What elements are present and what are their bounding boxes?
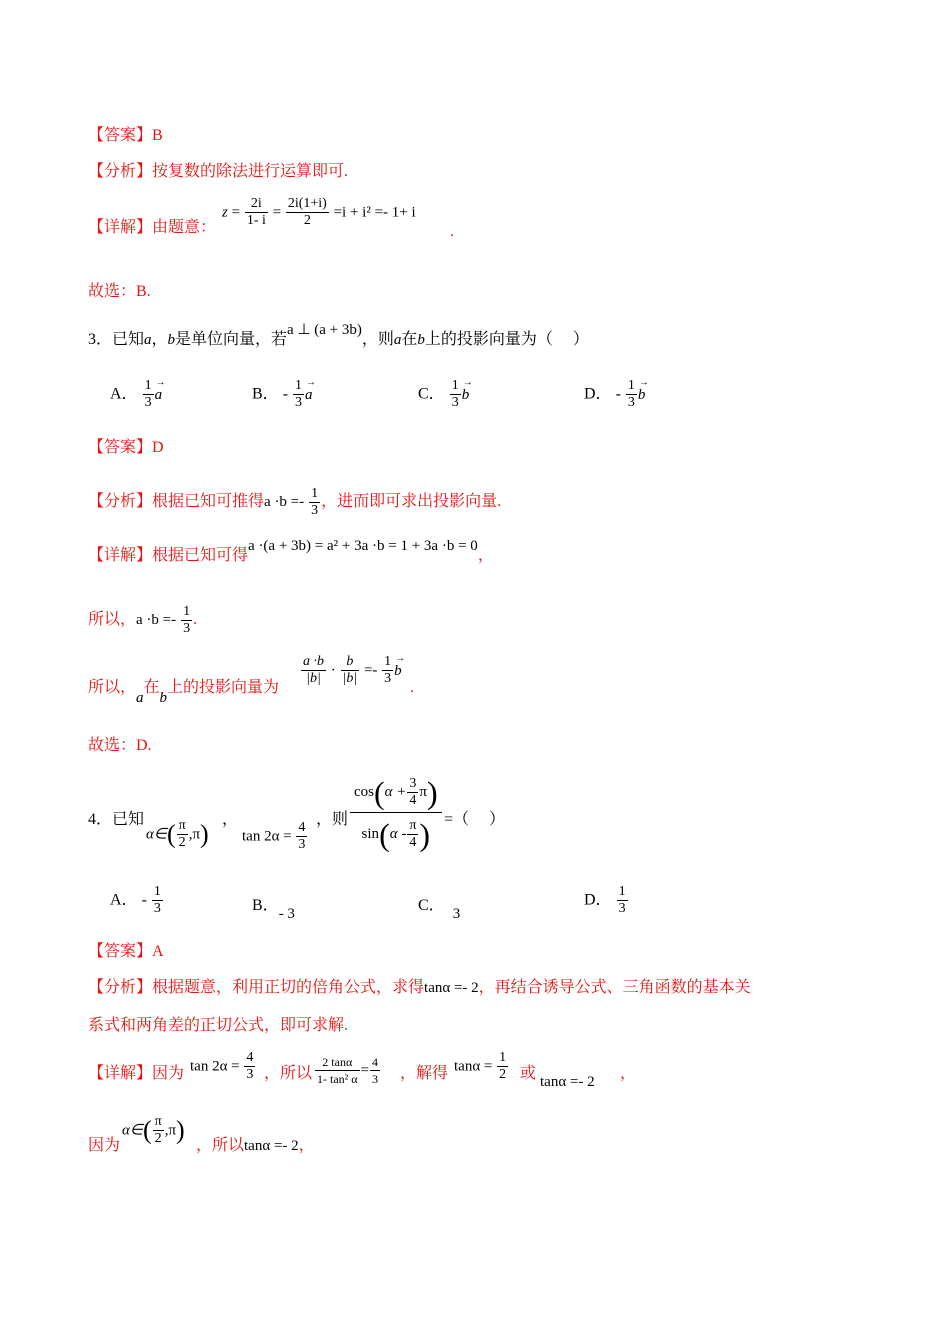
- big-frac-num: cos(α + $\frac{3}{4}$ π): [354, 774, 438, 811]
- frac-num: 4: [246, 1050, 254, 1065]
- frac-den: 3: [246, 1067, 254, 1082]
- frac-den: 3: [183, 621, 191, 636]
- option-label: B．: [252, 897, 279, 914]
- q4-detail-line2-because: 因为: [88, 1137, 121, 1154]
- option-label: D．: [584, 891, 612, 909]
- stem-end: 上的投影向量为（ ）: [424, 331, 589, 348]
- den-inner: α -: [389, 826, 407, 842]
- frac-num: π: [409, 818, 417, 834]
- q4-detail-line2-rest: [196, 1136, 315, 1156]
- q4-option-c[interactable]: [418, 896, 461, 922]
- proj-fraction-2: [341, 654, 360, 687]
- num-inner: α +: [384, 784, 407, 800]
- q3-so1: [88, 604, 197, 637]
- q2-formula: [222, 196, 416, 229]
- eq-sign: =-: [363, 662, 378, 679]
- frac-den: 3: [384, 671, 392, 686]
- analysis-text: 按复数的除法进行运算即可.: [152, 163, 349, 180]
- paren-open: (: [166, 819, 176, 849]
- option-label: A．: [110, 891, 138, 909]
- sin-text: sin: [361, 826, 380, 842]
- frac-den: 2: [153, 1130, 164, 1147]
- pi-fraction: [153, 1114, 164, 1147]
- frac-den: 1- tan² α: [317, 1072, 358, 1086]
- q3-analysis: [88, 486, 501, 519]
- analysis-fraction: [309, 486, 320, 519]
- paren-close: ): [200, 819, 209, 849]
- so-label: 所以，: [88, 611, 137, 629]
- option-fraction: [152, 884, 163, 917]
- frac-num: 3: [409, 776, 417, 792]
- because-text: 因为: [152, 1065, 185, 1082]
- dot-sign: ·: [330, 662, 336, 679]
- pi-text: π: [419, 784, 427, 800]
- frac-den: 4: [409, 793, 417, 809]
- detail-math: a ·(a + 3b) = a² + 3a ·b = 1 + 3a ·b = 0: [248, 538, 478, 554]
- frac-den: 3: [618, 901, 626, 916]
- line-end: ，: [298, 1137, 315, 1154]
- option-fraction: [450, 378, 461, 411]
- q4-detail-formula-2: [314, 1054, 381, 1087]
- frac-den: 1- i: [246, 213, 266, 228]
- pi-tail: ,π: [164, 1122, 177, 1139]
- frac-den: 2: [499, 1067, 507, 1082]
- option-label: D．: [584, 385, 612, 403]
- paren-open: (: [142, 1115, 152, 1145]
- option-sign: -: [615, 385, 621, 403]
- big-frac-den: sin(α - $\frac{\pi}{4}$ ): [350, 812, 442, 855]
- so2-on: 在: [143, 679, 160, 696]
- frac-num: b: [346, 654, 354, 669]
- option-vector: → a: [305, 385, 313, 405]
- q4-comma: ，: [222, 811, 239, 828]
- q3-option-a[interactable]: [110, 378, 162, 411]
- frac-num: 4: [372, 1055, 379, 1069]
- q3-answer: 【答案】D: [88, 439, 164, 456]
- q2-choice: 故选：B.: [88, 283, 151, 300]
- frac-num: 1: [311, 486, 319, 501]
- analysis-tail: ，进而即可求出投影向量.: [321, 493, 502, 511]
- frac-den: 3: [153, 901, 161, 916]
- q4-detail-formula-3: [454, 1050, 509, 1083]
- so-label: 所以，: [88, 679, 137, 696]
- analysis-text-a: 根据题意，利用正切的倍角公式，求得: [152, 979, 425, 996]
- option-vector: → b: [462, 385, 470, 405]
- frac-num: 2i: [250, 196, 262, 211]
- frac-den: 3: [627, 395, 635, 410]
- q4-option-b[interactable]: [252, 896, 295, 922]
- pi-tail: ,π: [188, 826, 201, 843]
- q4-detail-end: ，: [620, 1065, 637, 1082]
- q3-stem: [88, 322, 589, 350]
- frac-den: 3: [451, 395, 459, 410]
- frac-num: 1: [384, 654, 392, 669]
- q4-option-d[interactable]: [584, 884, 629, 917]
- frac-den: 3: [298, 837, 306, 852]
- detail-tag: 【详解】: [88, 1065, 153, 1082]
- detail-tag: 【详解】: [88, 219, 153, 236]
- tana-math: tanα =- 2: [244, 1138, 299, 1154]
- analysis-math: tanα =- 2: [424, 980, 479, 996]
- frac-den: 3: [144, 395, 152, 410]
- frac-num: 1: [499, 1050, 507, 1065]
- proj-fraction-3: [382, 654, 393, 687]
- q4-detail-formula-1: [190, 1050, 256, 1083]
- option-fraction: [143, 378, 154, 411]
- frac-num: π: [154, 1114, 162, 1129]
- frac-num: 1: [153, 884, 161, 899]
- var-b: b: [159, 690, 168, 706]
- q3-so2: [88, 678, 280, 706]
- q3-projection-formula: [300, 654, 402, 687]
- so1-math: a ·b =-: [136, 612, 177, 629]
- q4-stem-end: =（ ）: [444, 811, 506, 828]
- frac-num: π: [178, 818, 186, 833]
- option-fraction: [626, 378, 637, 411]
- var-z: z: [222, 204, 228, 221]
- var-b: b: [417, 332, 425, 348]
- so-text: ，所以: [196, 1137, 245, 1154]
- option-value: - 3: [278, 906, 295, 922]
- q2-analysis: [88, 162, 348, 182]
- q4-alpha-range: [146, 818, 209, 851]
- frac-num: 1: [618, 884, 626, 899]
- paren-close: ): [176, 1115, 185, 1145]
- eq-sign: =: [272, 204, 282, 221]
- stem-on: 在: [401, 331, 418, 348]
- q2-period: .: [450, 223, 454, 240]
- detail-tail: ，: [477, 547, 494, 564]
- option-label: A．: [110, 385, 138, 403]
- q4-answer: 【答案】A: [88, 943, 164, 960]
- q4-detail-tana2: tanα =- 2: [540, 1074, 595, 1090]
- frac-num: 1: [144, 378, 152, 393]
- q4-detail-solve: ，解得: [400, 1065, 449, 1082]
- frac-den: 3: [311, 503, 319, 518]
- option-label: C．: [418, 897, 445, 914]
- q4-detail-or: 或: [520, 1065, 537, 1082]
- detail-lead: 由题意：: [152, 219, 217, 236]
- q3-choice: 故选：D.: [88, 737, 152, 754]
- tan-double-fraction: [315, 1054, 360, 1087]
- q4-detail-so: ，所以: [264, 1065, 313, 1082]
- q3-option-d[interactable]: [584, 378, 645, 411]
- pi-fraction: [177, 818, 188, 851]
- var-a: a: [144, 332, 152, 348]
- analysis-lead: 根据已知可推得: [152, 493, 265, 511]
- var-a: a: [136, 690, 144, 706]
- analysis-tag: 【分析】: [88, 979, 153, 996]
- alpha-in: α∈: [122, 1122, 143, 1139]
- option-fraction: [617, 884, 628, 917]
- fraction-2: [286, 196, 329, 229]
- tan2a-fraction: [296, 820, 307, 853]
- q4-detail-line1: [88, 1064, 184, 1084]
- so1-end: .: [193, 611, 198, 629]
- q4-tan2a: [242, 820, 308, 853]
- formula-tail: =i + i² =- 1+ i: [333, 204, 416, 221]
- option-label: B．: [252, 385, 279, 403]
- frac-den: 2: [286, 212, 329, 229]
- q4-stem-num: 4．已知: [88, 811, 145, 828]
- var-b: b: [167, 332, 176, 348]
- q3-so2-end: .: [410, 679, 414, 696]
- alpha-in: α∈: [146, 826, 167, 843]
- frac-den: 3: [295, 395, 303, 410]
- q2-answer: 【答案】B: [88, 127, 163, 144]
- detail-tag: 【详解】: [88, 547, 153, 564]
- frac-num: 1: [183, 604, 191, 619]
- frac-num: 1: [627, 378, 635, 393]
- frac-den: 3: [372, 1072, 379, 1086]
- analysis-tag: 【分析】: [88, 493, 153, 511]
- q4-detail-line2-range: [122, 1114, 185, 1147]
- frac-1-2: [497, 1050, 508, 1083]
- frac-den: 4: [407, 834, 418, 851]
- frac-4-3: [244, 1050, 255, 1083]
- frac-num: 1: [451, 378, 459, 393]
- fraction-1: [245, 196, 268, 229]
- q4-analysis-line1: [88, 978, 751, 998]
- option-sign: -: [282, 385, 289, 403]
- cos-text: cos: [354, 784, 374, 800]
- stem-then: ，则: [361, 331, 394, 348]
- frac-num: 2 tanα: [322, 1055, 353, 1069]
- q2-detail: [88, 218, 216, 238]
- frac-4-3: [370, 1054, 380, 1087]
- analysis-tag: 【分析】: [88, 163, 153, 180]
- q3-detail: [88, 538, 494, 566]
- option-label: C．: [418, 385, 445, 403]
- tana-text: tanα =: [454, 1058, 493, 1075]
- q3-option-b[interactable]: [252, 378, 313, 411]
- condition-math: a ⊥ (a + 3b): [287, 322, 362, 338]
- stem-mid: 是单位向量，若: [175, 331, 288, 348]
- q4-then: ，则: [316, 811, 349, 828]
- proj-fraction-1: [301, 654, 326, 687]
- tan2a-text: tan 2α =: [242, 828, 292, 845]
- option-vector: → b: [638, 385, 646, 405]
- detail-lead: 根据已知可得: [152, 547, 249, 564]
- analysis-text-b: ，再结合诱导公式、三角函数的基本关: [478, 979, 751, 996]
- so1-fraction: [181, 604, 192, 637]
- var-a: a: [393, 332, 402, 348]
- q4-big-fraction: [350, 772, 442, 855]
- q4-analysis-line2: 系式和两角差的正切公式，即可求解.: [88, 1017, 349, 1034]
- comma: ，: [151, 331, 168, 348]
- option-value: 3: [452, 906, 461, 922]
- frac-den: |b|: [342, 671, 358, 686]
- eq-sign: =: [360, 1062, 370, 1079]
- frac-num: 4: [298, 820, 306, 835]
- option-vector: → a: [155, 385, 163, 405]
- q4-option-a[interactable]: [110, 884, 164, 917]
- analysis-math: a ·b =-: [264, 494, 305, 511]
- option-sign: -: [141, 891, 147, 909]
- q3-option-c[interactable]: [418, 378, 469, 411]
- so2-text: 上的投影向量为: [167, 679, 280, 696]
- proj-vector: → b: [394, 662, 402, 680]
- frac-num: 1: [295, 378, 303, 393]
- option-fraction: [293, 378, 304, 411]
- tan2a-text: tan 2α =: [190, 1058, 240, 1075]
- eq-sign: =: [231, 204, 241, 221]
- stem-num: 3．已知: [88, 331, 145, 348]
- frac-num: 2i(1+i): [287, 196, 327, 211]
- frac-den: |b|: [301, 670, 326, 687]
- frac-num: a ·b: [303, 654, 324, 669]
- frac-den: 2: [177, 834, 188, 851]
